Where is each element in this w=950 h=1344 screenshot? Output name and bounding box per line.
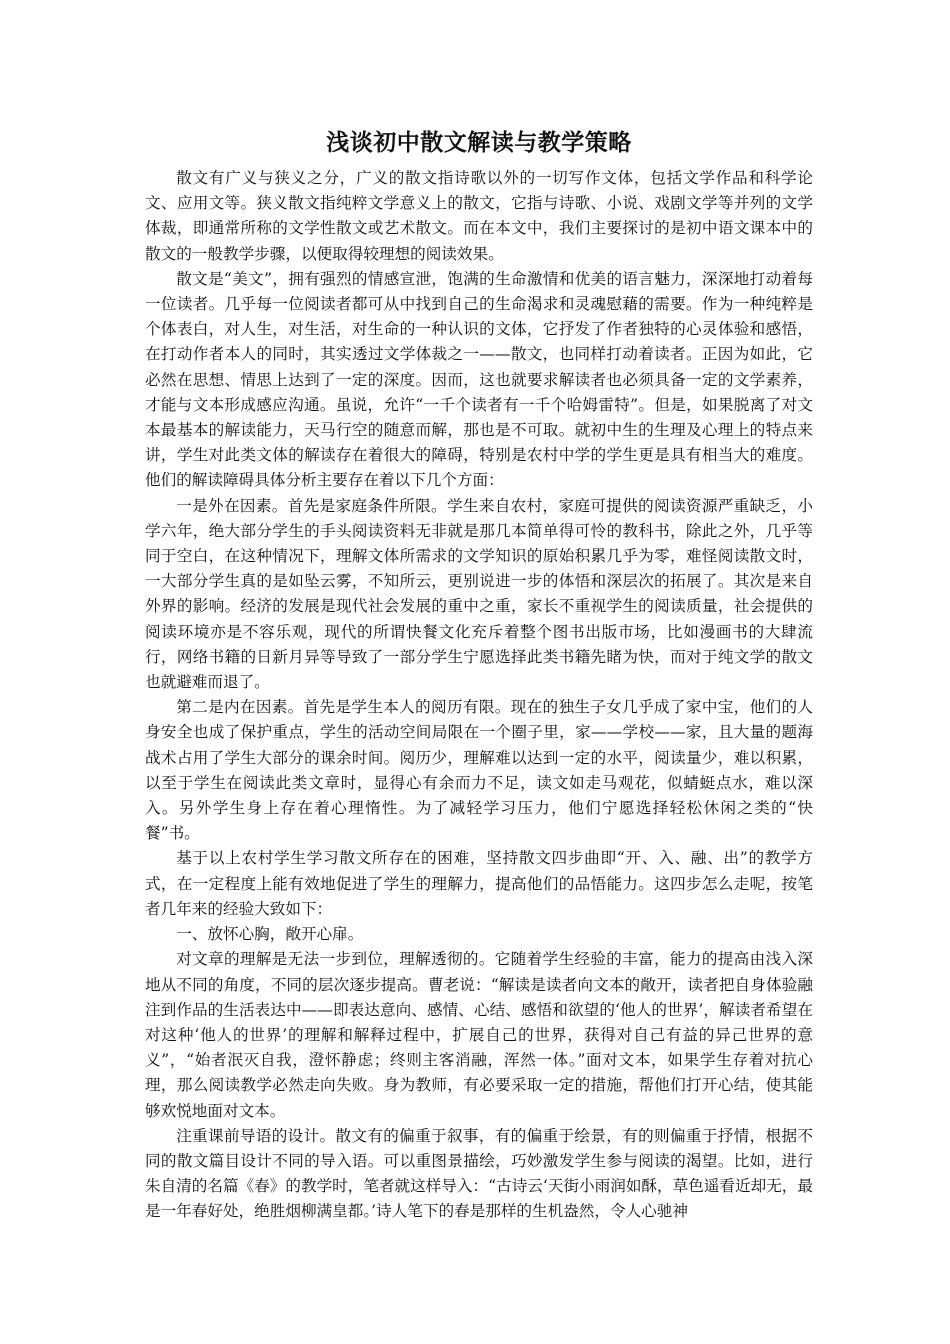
section-heading-open-heart: 一、放怀心胸，敞开心扉。 bbox=[176, 925, 364, 944]
paragraph-internal-factors: 第二是内在因素。首先是学生本人的阅历有限。现在的独生子女几乎成了家中宝，他们的人身安全也成了保护重点，学生的活动空间局限在一个圈子里，家——学校——家，且大量的题海战术占用了学生大部分的课余时间。阅历少，理解难以达到一定的水平，阅读量少，难以积累，以至于学生在阅读此类文章时，显得心有余而力不足，读文如走马观花，似蜻蜓点水，难以深入。另外学生身上存在着心理惰性。为了减轻学习压力，他们宁愿选择轻松休闲之类的“快餐”书。 bbox=[145, 698, 813, 843]
paragraph-external-factors: 一是外在因素。首先是家庭条件所限。学生来自农村，家庭可提供的阅读资源严重缺乏，小学六年，绝大部分学生的手头阅读资料无非就是那几本简单得可怜的教科书，除此之外，几乎等同于空白，在这种情况下，理解文体所需求的文学知识的原始积累几乎为零，难怪阅读散文时，一大部分学生真的是如坠云雾，不知所云，更别说进一步的体悟和深层次的拓展了。其次是来自外界的影响。经济的发展是现代社会发展的重中之重，家长不重视学生的阅读质量，社会提供的阅读环境亦是不容乐观，现代的所谓快餐文化充斥着整个图书出版市场，比如漫画书的大肆流行，网络书籍的日新月异等导致了一部分学生宁愿选择此类书籍先睹为快，而对于纯文学的散文也就避难而退了。 bbox=[145, 496, 813, 692]
paragraph-intro: 散文有广义与狭义之分，广义的散文指诗歌以外的一切写作文体，包括文学作品和科学论文、应用文等。狭义散文指纯粹文学意义上的散文，它指与诗歌、小说、戏剧文学等并列的文学体裁，即通常所称的文学性散文或艺术散文。而在本文中，我们主要探讨的是初中语文课本中的散文的一般教学步骤，以便取得较理想的阅读效果。 bbox=[145, 169, 813, 263]
paragraph-understanding: 对文章的理解是无法一步到位，理解透彻的。它随着学生经验的丰富，能力的提高由浅入深地从不同的角度，不同的层次逐步提高。曹老说：“解读是读者向文本的敞开，读者把自身体验融注到作品的生活表达中——即表达意向、感情、心结、感悟和欲望的‘他人的世界’，解读者希望在对这种‘他人的世界’的理解和解释过程中，扩展自己的世界，获得对自己有益的异己世界的意义”，“始者泯灭自我，澄怀静虑；终则主客消融，浑然一体。”面对文本，如果学生存着对抗心理，那么阅读教学必然走向失败。身为教师，有必要采取一定的措施，帮他们打开心结，使其能够欢悦地面对文本。 bbox=[145, 950, 813, 1120]
document-title: 浅谈初中散文解读与教学策略 bbox=[326, 130, 632, 156]
document-page bbox=[145, 128, 813, 1225]
paragraph-lead-in-design: 注重课前导语的设计。散文有的偏重于叙事，有的偏重于绘景，有的则偏重于抒情，根据不同的散文篇目设计不同的导入语。可以重图景描绘，巧妙激发学生参与阅读的渴望。比如，进行朱自清的名篇《春》的教学时，笔者就这样导入：“古诗云‘天街小雨润如酥，草色遥看近却无，最是一年春好处，绝胜烟柳满皇都。’诗人笔下的春是那样的生机盎然，令人心驰神 bbox=[145, 1126, 813, 1221]
paragraph-four-steps: 基于以上农村学生学习散文所存在的困难，坚持散文四步曲即“开、入、融、出”的教学方式，在一定程度上能有效地促进了学生的理解力，提高他们的品悟能力。这四步怎么走呢，按笔者几年来的经验大致如下： bbox=[145, 849, 813, 918]
paragraph-prose-beauty: 散文是“美文”，拥有强烈的情感宣泄，饱满的生命激情和优美的语言魅力，深深地打动着每一位读者。几乎每一位阅读者都可从中找到自己的生命渴求和灵魂慰藉的需要。作为一种纯粹是个体表白，对人生，对生活，对生命的一种认识的文体，它抒发了作者独特的心灵体验和感悟，在打动作者本人的同时，其实透过文学体裁之一——散文，也同样打动着读者。正因为如此，它必然在思想、情思上达到了一定的深度。因而，这也就要求解读者也必须具备一定的文学素养，才能与文本形成感应沟通。虽说，允许“一千个读者有一千个哈姆雷特”。但是，如果脱离了对文本最基本的解读能力，天马行空的随意而解，那也是不可取。就初中生的生理及心理上的特点来讲，学生对此类文体的解读存在着很大的障碍，特别是农村中学的学生更是具有相当大的难度。他们的解读障碍具体分析主要存在着以下几个方面： bbox=[145, 269, 813, 490]
